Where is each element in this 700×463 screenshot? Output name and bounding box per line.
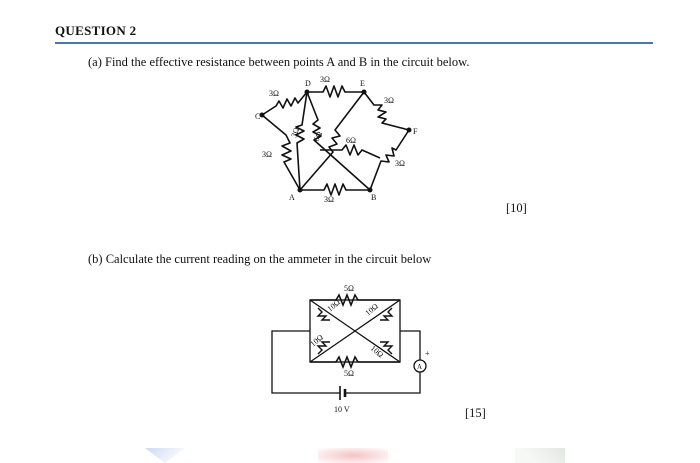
part-a-marks: [10] (506, 201, 527, 215)
node-b: B (371, 193, 377, 202)
node-e: E (360, 79, 365, 88)
node-c: C (255, 112, 261, 121)
resistor-de (307, 86, 364, 97)
watermark-shape-right (515, 448, 565, 463)
label-r10-tl: 10Ω (325, 297, 342, 314)
source-label: 10 V (334, 405, 350, 414)
label-r-fb: 3Ω (395, 159, 405, 168)
label-r-ef: 3Ω (384, 96, 394, 105)
label-r10-br: 10Ω (368, 343, 386, 360)
node-f: F (413, 127, 418, 136)
part-a-text: (a) Find the effective resistance between points A and B in the circuit below. (88, 55, 470, 69)
part-b-text: (b) Calculate the current reading on the ammeter in the circuit below (88, 252, 432, 266)
label-r-cd: 3Ω (269, 89, 279, 98)
label-r-ab: 3Ω (324, 195, 334, 204)
ammeter-label: A (417, 363, 423, 371)
label-r-da: 3Ω (289, 126, 302, 139)
node-d: D (305, 79, 311, 88)
resistor-ab (300, 184, 370, 195)
label-r-ca: 3Ω (262, 150, 272, 159)
label-r-db: 6Ω (311, 130, 325, 143)
watermark-shape-left (145, 448, 185, 463)
circuit-a-diagram (250, 74, 440, 208)
meter-plus: + (425, 349, 430, 358)
watermark-shape-center (318, 448, 388, 463)
label-r-mid: 6Ω (346, 136, 356, 145)
label-r-de: 3Ω (320, 75, 330, 84)
resistor-da (296, 92, 307, 190)
question-title: QUESTION 2 (55, 23, 137, 38)
label-r5-top: 5Ω (344, 284, 354, 293)
circuit-b-diagram (262, 278, 437, 418)
label-r10-bl: 10Ω (308, 332, 325, 349)
question-header (55, 22, 653, 44)
label-r5-bottom: 5Ω (344, 369, 354, 378)
node-a: A (289, 193, 295, 202)
part-b-marks: [15] (465, 406, 486, 420)
label-r10-tr: 10Ω (363, 301, 380, 318)
